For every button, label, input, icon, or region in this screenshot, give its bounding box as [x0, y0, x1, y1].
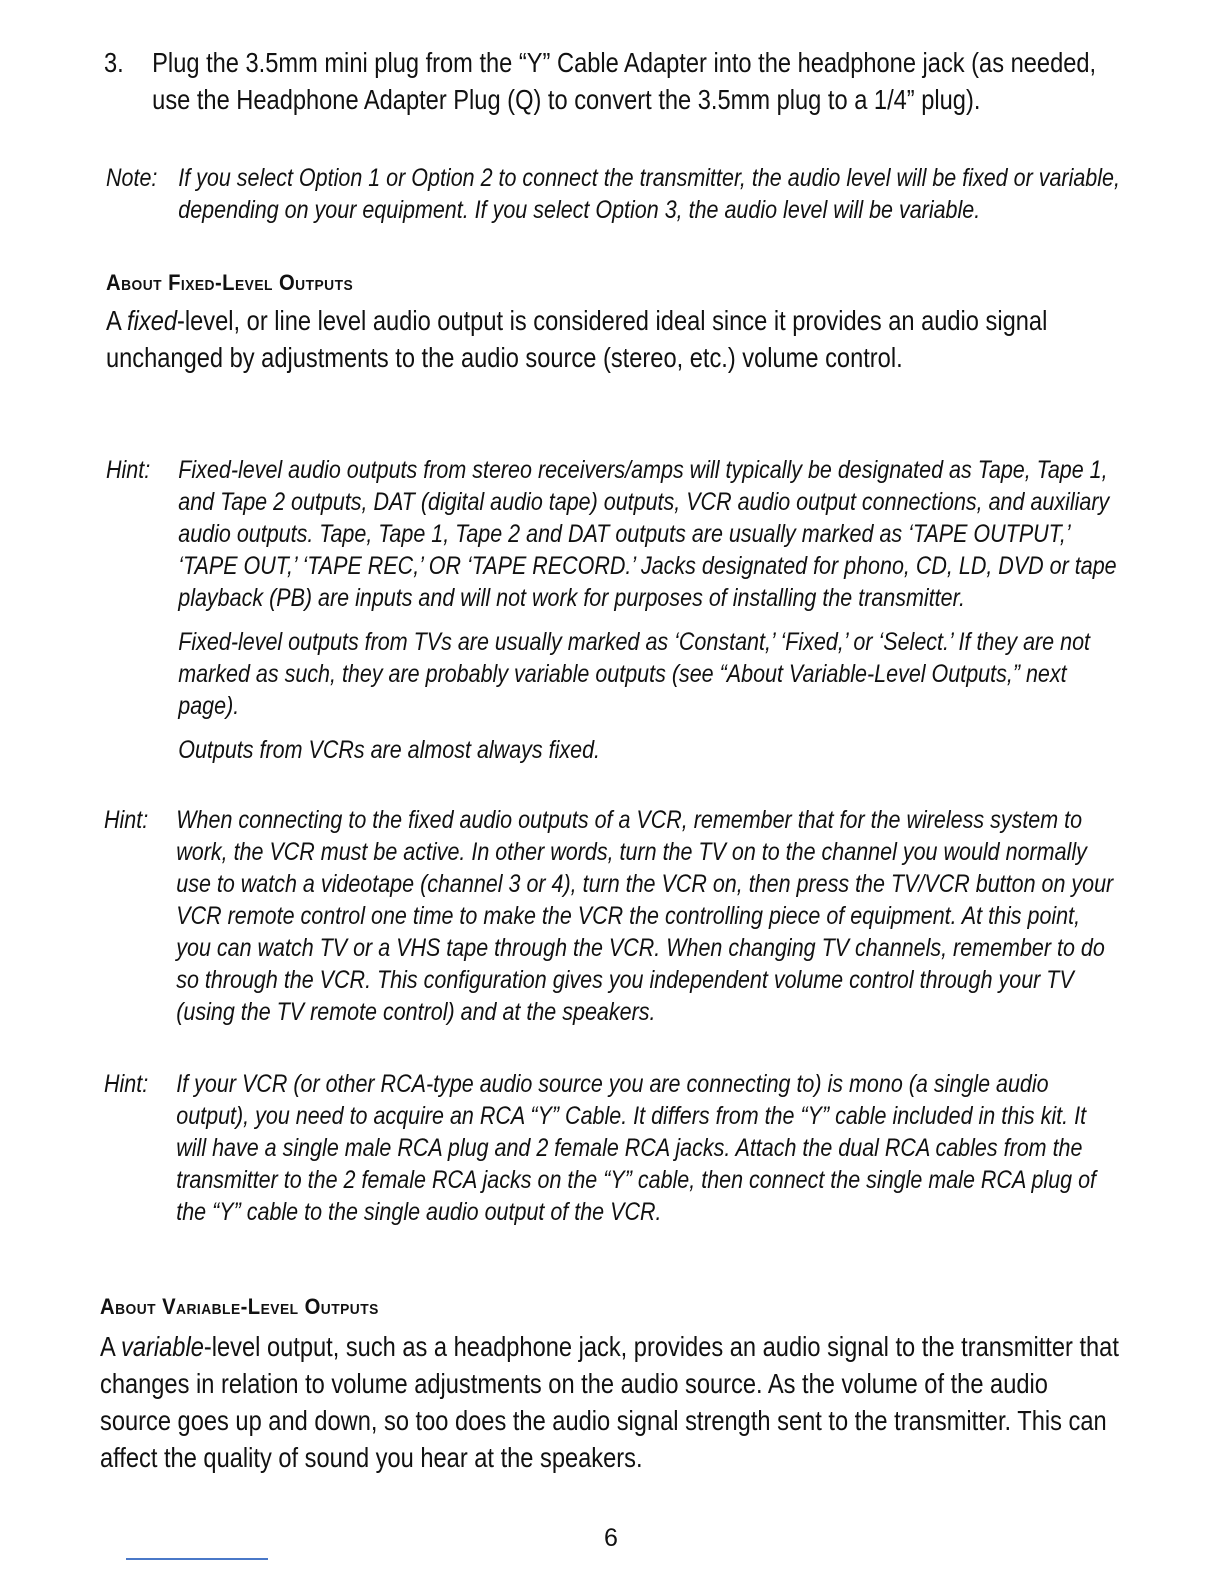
variable-intro-post: -level output, such as a headphone jack, provides an audio signal to the transmitter that changes in relation to volume adjustments on the audio source. As the volume of the audio source goes up and down, so too does the audio signal strength sent to the transmitter. This can affect the quality of sound you hear at the speakers.: [100, 1331, 1119, 1473]
note-block: [106, 162, 1121, 226]
section-heading-variable: About Variable-Level Outputs: [100, 1294, 379, 1319]
step-number: 3.: [104, 47, 124, 78]
note-text: If you select Option 1 or Option 2 to connect the transmitter, the audio level will be fixed or variable, depending on your equipment. If you select Option 3, the audio level will be variable.: [178, 164, 1120, 224]
note-label: Note:: [106, 164, 158, 192]
footer-rule: [126, 1558, 268, 1560]
step-3: [104, 44, 1123, 118]
step-text: Plug the 3.5mm mini plug from the “Y” Cable Adapter into the headphone jack (as needed, use the Headphone Adapter Plug (Q) to convert the 3.5mm plug to a 1/4” plug).: [152, 47, 1097, 115]
hint-block-1: [106, 454, 1121, 766]
hint-1-paragraph-1: Fixed-level audio outputs from stereo receivers/amps will typically be designated as Tape, Tape 1, and Tape 2 outputs, DAT (digital audio tape) outputs, VCR audio output connections, and auxiliary audio outputs. Tape, Tape 1, Tape 2 and DAT outputs are usually marked as ‘TAPE OUTPUT,’ ‘TAPE OUT,’ ‘TAPE REC,’ OR ‘TAPE RECORD.’ Jacks designated for phono, CD, LD, DVD or tape playback (PB) are inputs and will not work for purposes of installing the transmitter.: [178, 456, 1117, 612]
variable-intro-paragraph: [100, 1328, 1119, 1476]
hint-1-paragraph-3: Outputs from VCRs are almost always fixed.: [178, 736, 601, 764]
hint-block-3: [104, 1068, 1121, 1228]
hint-2-label: Hint:: [104, 806, 149, 834]
fixed-intro-pre: A: [106, 305, 128, 336]
fixed-intro-paragraph: [106, 302, 1121, 376]
variable-intro-pre: A: [100, 1331, 122, 1362]
variable-intro-emphasis: variable: [121, 1331, 204, 1362]
fixed-intro-emphasis: fixed: [127, 305, 178, 336]
hint-2-text: When connecting to the fixed audio outputs of a VCR, remember that for the wireless system to work, the VCR must be active. In other words, turn the TV on to the channel you would normally use to watch a videotape (channel 3 or 4), turn the VCR on, then press the TV/VCR button on your VCR remote control one time to make the VCR the controlling piece of equipment. At this point, you can watch TV or a VHS tape through the VCR. When changing TV channels, remember to do so through the VCR. This configuration gives you independent volume control through your TV (using the TV remote control) and at the speakers.: [176, 806, 1114, 1026]
hint-3-label: Hint:: [104, 1070, 149, 1098]
section-heading-fixed: About Fixed-Level Outputs: [106, 270, 354, 295]
fixed-intro-post: -level, or line level audio output is considered ideal since it provides an audio signal unchanged by adjustments to the audio source (stereo, etc.) volume control.: [106, 305, 1048, 373]
hint-1-paragraph-2: Fixed-level outputs from TVs are usually marked as ‘Constant,’ ‘Fixed,’ or ‘Select.’ If they are not marked as such, they are probably variable outputs (see “About Variable-Level Outputs,” next page).: [178, 628, 1091, 720]
hint-block-2: [104, 804, 1121, 1028]
hint-1-label: Hint:: [106, 456, 151, 484]
hint-3-text: If your VCR (or other RCA-type audio source you are connecting to) is mono (a single audio output), you need to acquire an RCA “Y” Cable. It differs from the “Y” cable included in this kit. It will have a single male RCA plug and 2 female RCA jacks. Attach the dual RCA cables from the transmitter to the 2 female RCA jacks on the “Y” cable, then connect the single male RCA plug of the “Y” cable to the single audio output of the VCR.: [176, 1070, 1097, 1226]
page-number: 6: [604, 1524, 618, 1552]
